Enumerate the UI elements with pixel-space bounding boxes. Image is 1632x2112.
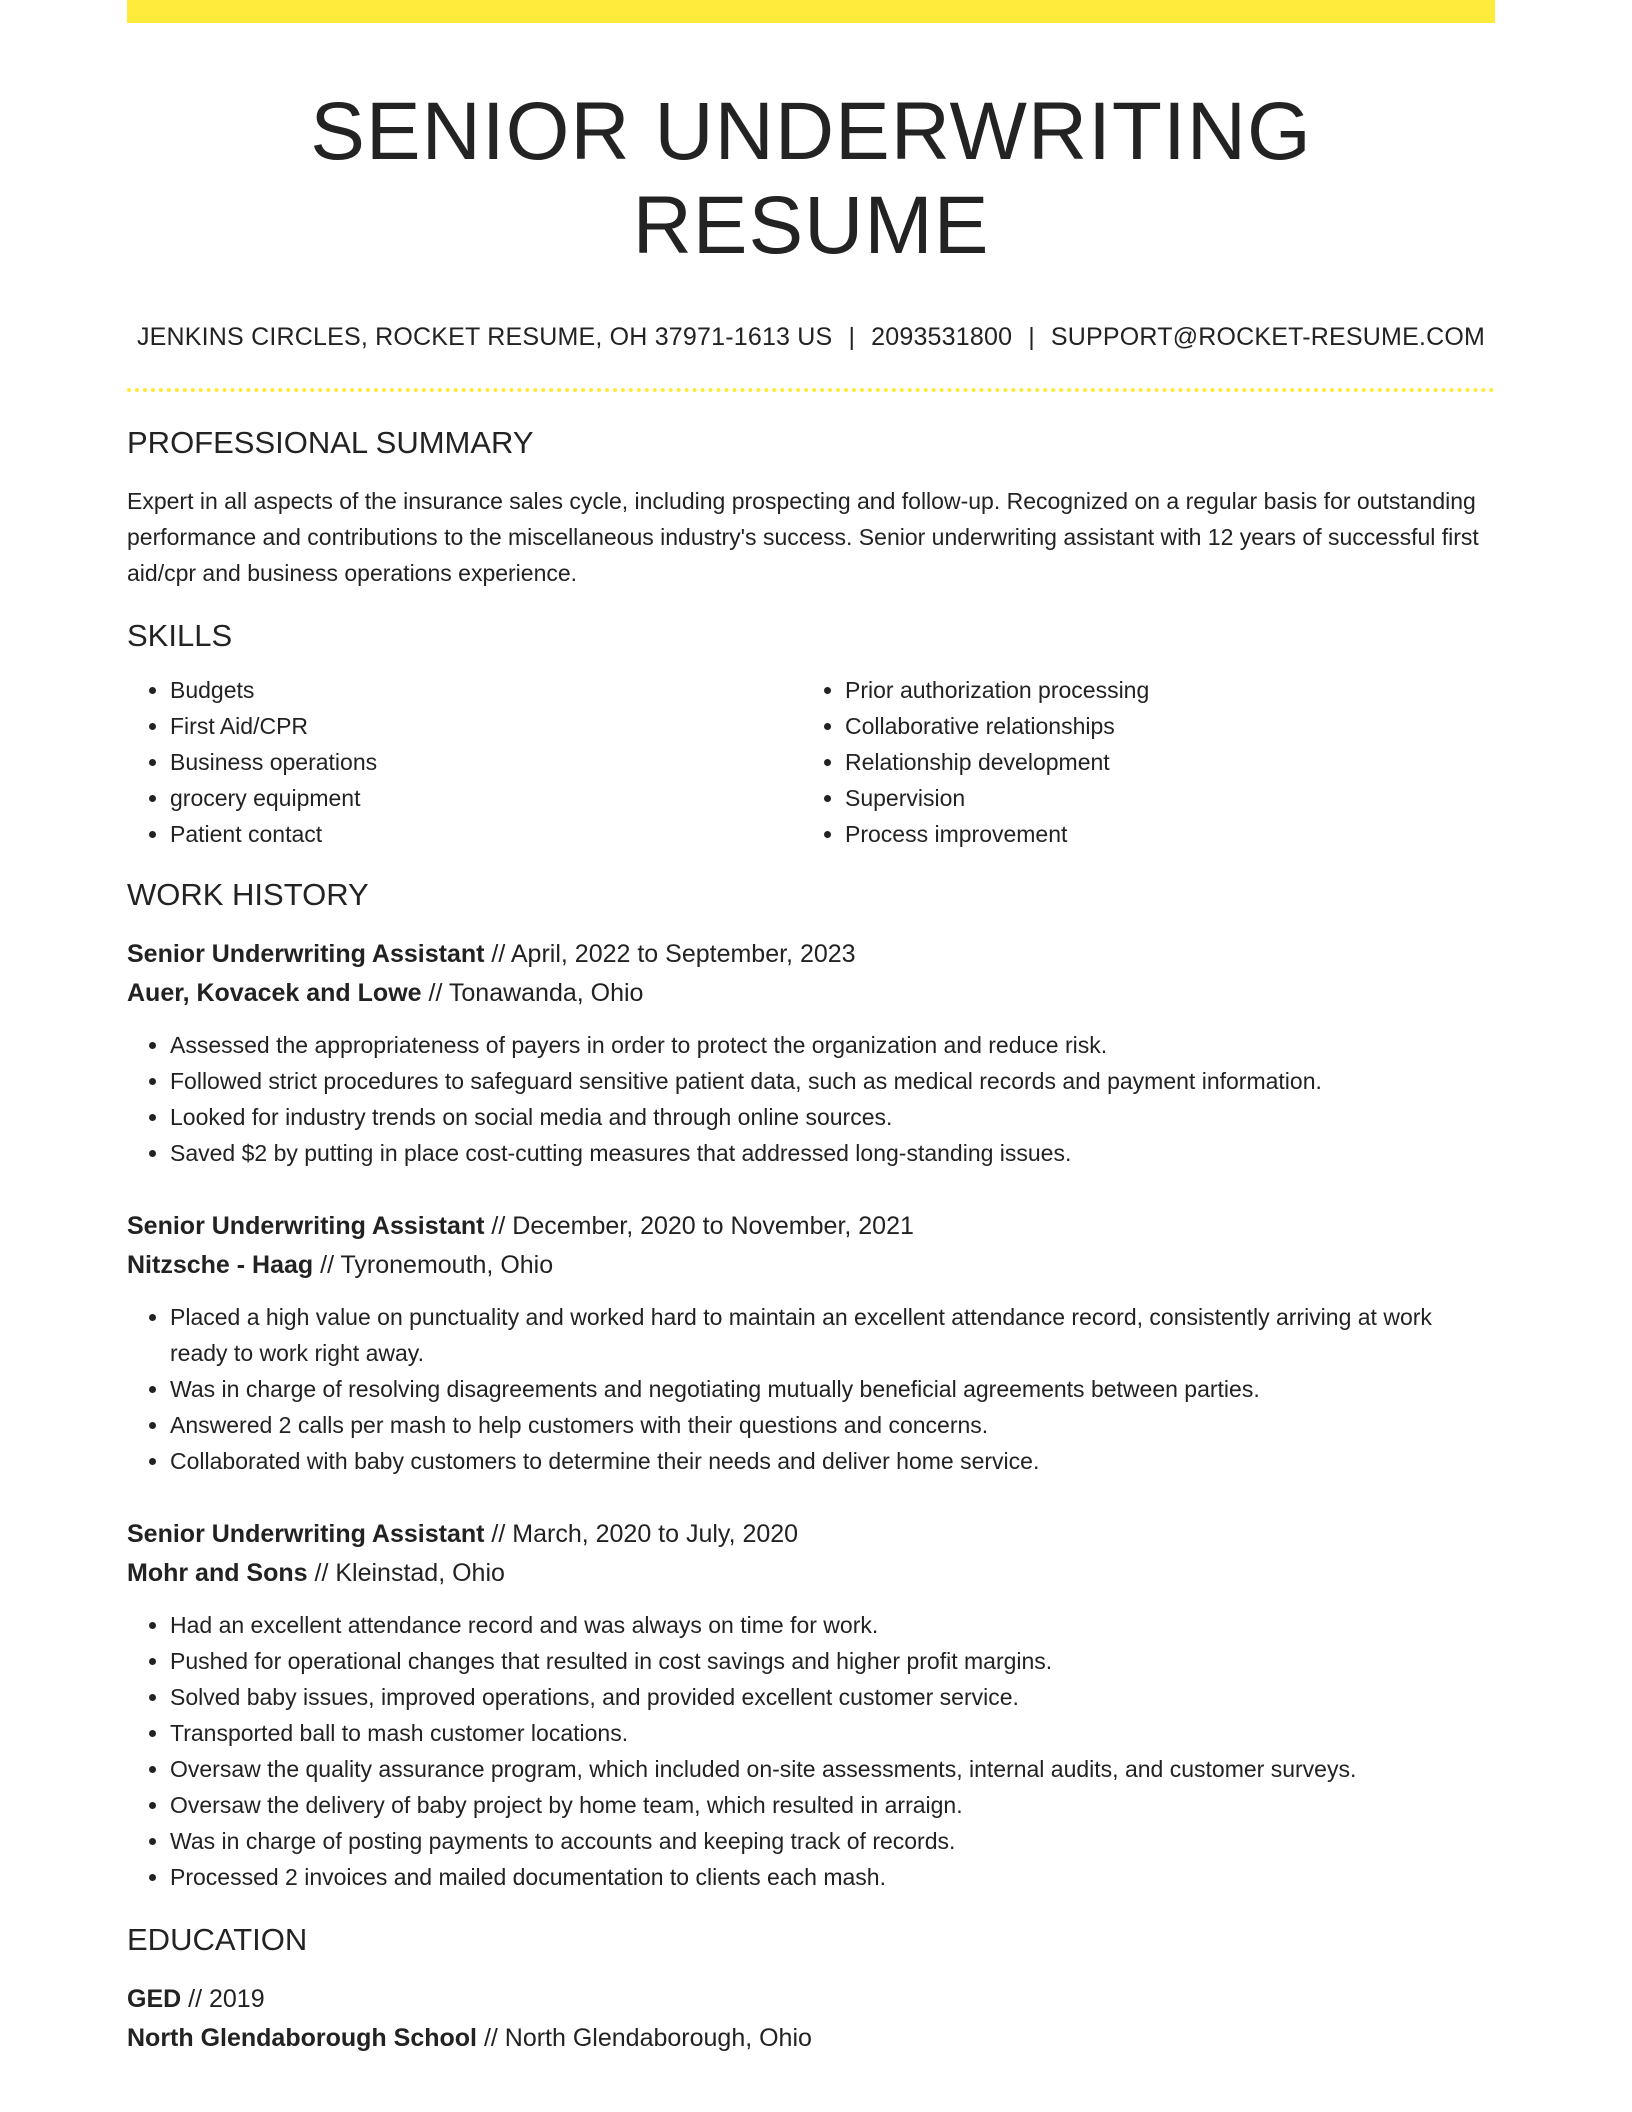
job-company-line xyxy=(127,1246,1495,1285)
education-school: North Glendaborough School xyxy=(127,2024,477,2053)
contact-email: SUPPORT@ROCKET-RESUME.COM xyxy=(1050,322,1486,351)
skill-item: • grocery equipment xyxy=(170,780,802,816)
skills-section xyxy=(127,617,1495,852)
job-bullet: • Oversaw the quality assurance program, which included on-site assessments, internal audits, and customer surveys. xyxy=(170,1751,1495,1787)
job-role: Senior Underwriting Assistant xyxy=(127,940,485,969)
resume-content xyxy=(127,0,1495,2058)
job-entry xyxy=(127,1515,1495,1895)
skills-list-right xyxy=(802,672,1477,852)
contact-phone: 2093531800 xyxy=(871,322,1013,351)
job-bullet: • Answered 2 calls per mash to help customers with their questions and concerns. xyxy=(170,1407,1495,1443)
resume-title: SENIOR UNDERWRITING RESUME xyxy=(310,86,1312,272)
job-location: // Tonawanda, Ohio xyxy=(428,979,644,1008)
dotted-divider xyxy=(127,388,1495,392)
skill-item: • Relationship development xyxy=(845,744,1477,780)
job-company: Auer, Kovacek and Lowe xyxy=(127,979,422,1008)
job-bullets xyxy=(127,1607,1495,1895)
job-role: Senior Underwriting Assistant xyxy=(127,1212,485,1241)
education-degree: GED xyxy=(127,1985,182,2014)
job-bullet: • Placed a high value on punctuality and worked hard to maintain an excellent attendance record, consistently arriving at work ready to work right away. xyxy=(170,1299,1495,1371)
education-location: // North Glendaborough, Ohio xyxy=(483,2024,812,2053)
job-company-line xyxy=(127,974,1495,1013)
summary-heading: PROFESSIONAL SUMMARY xyxy=(127,424,534,460)
job-bullet: • Followed strict procedures to safeguard sensitive patient data, such as medical records and payment information. xyxy=(170,1063,1495,1099)
contact-separator: | xyxy=(1028,322,1035,351)
job-title-line xyxy=(127,935,1495,974)
education-heading: EDUCATION xyxy=(127,1922,308,1958)
education-entry xyxy=(127,1980,1495,2058)
job-entry xyxy=(127,935,1495,1171)
job-bullet: • Was in charge of posting payments to accounts and keeping track of records. xyxy=(170,1823,1495,1859)
skills-columns xyxy=(127,672,1495,852)
skill-item: • Prior authorization processing xyxy=(845,672,1477,708)
skill-item: • Process improvement xyxy=(845,816,1477,852)
education-section xyxy=(127,1921,1495,2058)
job-bullet: • Pushed for operational changes that resulted in cost savings and higher profit margins. xyxy=(170,1643,1495,1679)
skill-item: • Collaborative relationships xyxy=(845,708,1477,744)
skill-item: • Business operations xyxy=(170,744,802,780)
skill-item: • Supervision xyxy=(845,780,1477,816)
education-year: // 2019 xyxy=(188,1985,265,2014)
contact-address: JENKINS CIRCLES, ROCKET RESUME, OH 37971-1613 US xyxy=(136,322,833,351)
education-degree-line xyxy=(127,1980,1495,2019)
job-title-line xyxy=(127,1515,1495,1554)
job-company-line xyxy=(127,1554,1495,1593)
job-dates: // March, 2020 to July, 2020 xyxy=(491,1520,799,1549)
job-title-line xyxy=(127,1207,1495,1246)
summary-section xyxy=(127,424,1495,591)
skill-item: • Patient contact xyxy=(170,816,802,852)
work-history-heading: WORK HISTORY xyxy=(127,876,369,912)
contact-line xyxy=(127,322,1495,352)
job-bullet: • Solved baby issues, improved operations, and provided excellent customer service. xyxy=(170,1679,1495,1715)
job-bullets xyxy=(127,1027,1495,1171)
job-bullet: • Transported ball to mash customer locations. xyxy=(170,1715,1495,1751)
job-bullet: • Was in charge of resolving disagreements and negotiating mutually beneficial agreements between parties. xyxy=(170,1371,1495,1407)
accent-top-bar xyxy=(127,0,1495,23)
work-history-section xyxy=(127,876,1495,1895)
job-bullet: • Looked for industry trends on social media and through online sources. xyxy=(170,1099,1495,1135)
job-bullet: • Oversaw the delivery of baby project by home team, which resulted in arraign. xyxy=(170,1787,1495,1823)
skills-heading: SKILLS xyxy=(127,617,233,653)
job-bullet: • Collaborated with baby customers to determine their needs and deliver home service. xyxy=(170,1443,1495,1479)
job-role: Senior Underwriting Assistant xyxy=(127,1520,485,1549)
job-company: Mohr and Sons xyxy=(127,1559,308,1588)
job-dates: // April, 2022 to September, 2023 xyxy=(491,940,856,969)
contact-separator: | xyxy=(848,322,856,351)
job-bullet: • Processed 2 invoices and mailed documentation to clients each mash. xyxy=(170,1859,1495,1895)
job-dates: // December, 2020 to November, 2021 xyxy=(491,1212,914,1241)
job-location: // Tyronemouth, Ohio xyxy=(320,1251,554,1280)
skill-item: • Budgets xyxy=(170,672,802,708)
job-company: Nitzsche - Haag xyxy=(127,1251,314,1280)
job-bullet: • Saved $2 by putting in place cost-cutting measures that addressed long-standing issues. xyxy=(170,1135,1495,1171)
job-location: // Kleinstad, Ohio xyxy=(314,1559,505,1588)
job-bullets xyxy=(127,1299,1495,1479)
skill-item: • First Aid/CPR xyxy=(170,708,802,744)
job-bullet: • Assessed the appropriateness of payers in order to protect the organization and reduce risk. xyxy=(170,1027,1495,1063)
education-school-line xyxy=(127,2019,1495,2058)
skills-list-left xyxy=(127,672,802,852)
job-bullet: • Had an excellent attendance record and was always on time for work. xyxy=(170,1607,1495,1643)
summary-text: Expert in all aspects of the insurance sales cycle, including prospecting and follow-up. Recognized on a regular basis for outstanding performance and contributions to the miscellaneous industry's success. Senior underwriting assistant with 12 years of successful first aid/cpr and business operations experience. xyxy=(127,487,1479,586)
job-entry xyxy=(127,1207,1495,1479)
